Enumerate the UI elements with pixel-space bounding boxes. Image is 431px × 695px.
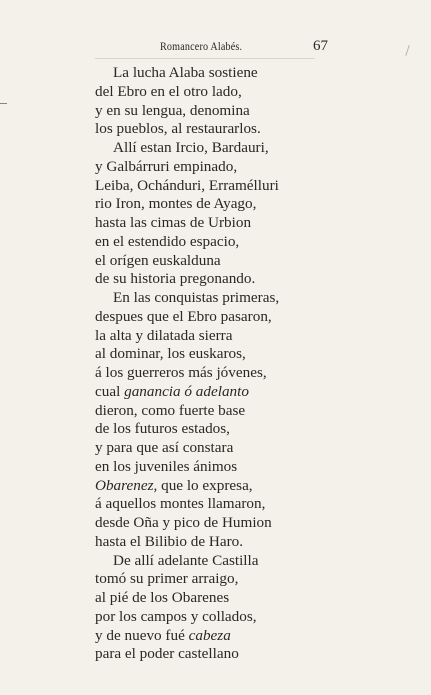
verse-line [95, 214, 279, 233]
verse-line [95, 177, 279, 196]
line-text: y para que así constara [95, 439, 234, 456]
line-text: á los guerreros más jóvenes, [95, 364, 267, 381]
line-text: hasta el Bilibio de Haro. [95, 532, 244, 550]
verse-line [95, 458, 279, 477]
header-rule [95, 58, 315, 59]
verse-line [95, 477, 279, 496]
verse-line [95, 252, 279, 271]
verse-line [95, 289, 279, 308]
running-title: Romancero Alabés. [160, 41, 243, 53]
italic-text: cabeza [188, 626, 231, 644]
verse-line [95, 270, 279, 289]
line-text: la alta y dilatada sierra [95, 326, 233, 344]
line-text: para el poder castellano [95, 645, 239, 663]
page-header [0, 38, 431, 58]
verse-line [95, 195, 279, 214]
verse-line [95, 64, 279, 83]
verse-line [95, 327, 279, 346]
verse-line [95, 645, 279, 664]
verse-line [95, 83, 279, 102]
verse-line [95, 439, 279, 458]
line-text: tomó su primer arraigo, [95, 570, 239, 588]
line-text: Leiba, Ochánduri, Erramélluri [95, 176, 279, 194]
line-text: despues que el Ebro pasaron, [95, 307, 272, 325]
line-text: el orígen euskalduna [95, 251, 221, 269]
line-text: y Galbárruri empinado, [95, 157, 238, 175]
verse-line [95, 158, 279, 177]
verse-line [95, 627, 279, 646]
line-text: al pié de los Obarenes [95, 589, 230, 606]
verse-line [95, 102, 279, 121]
verse-line [95, 383, 279, 402]
verse-line [95, 514, 279, 533]
line-text: desde Oña y pico de Humion [95, 514, 272, 531]
line-text: á aquellos montes llamaron, [95, 495, 266, 513]
line-text: en los juveniles ánimos [95, 457, 238, 475]
line-text: de los futuros estados, [95, 420, 230, 438]
line-text: del Ebro en el otro lado, [95, 82, 242, 100]
line-text: De allí adelante Castilla [113, 551, 259, 569]
line-text: en el estendido espacio, [95, 232, 240, 250]
italic-text: ganancia ó adelanto [124, 382, 249, 400]
line-text: y en su lengua, denomina [95, 101, 250, 119]
line-text: rio Iron, montes de Ayago, [95, 195, 257, 213]
page-number: 67 [313, 38, 328, 54]
verse-line [95, 552, 279, 571]
verse-line [95, 233, 279, 252]
line-text: hasta las cimas de Urbion [95, 214, 252, 231]
verse-line [95, 364, 279, 383]
verse-line [95, 495, 279, 514]
verse-line [95, 420, 279, 439]
line-text: los pueblos, al restaurarlos. [95, 120, 261, 138]
verse-line [95, 402, 279, 421]
verse-line [95, 345, 279, 364]
line-text: cual [95, 382, 125, 400]
verse-line [95, 308, 279, 327]
italic-text: Obarenez, [95, 476, 158, 494]
line-text: por los campos y collados, [95, 607, 257, 625]
line-text: que lo expresa, [157, 476, 253, 494]
line-text: La lucha Alaba sostiene [113, 64, 258, 81]
verse-line [95, 608, 279, 627]
verse-line [95, 570, 279, 589]
verse-line [95, 120, 279, 139]
verse-line [95, 533, 279, 552]
line-text: de su historia pregonando. [95, 270, 256, 288]
line-text: En las conquistas primeras, [113, 289, 280, 306]
verse-body [95, 64, 279, 664]
line-text: al dominar, los euskaros, [95, 345, 246, 363]
line-text: y de nuevo fué [95, 626, 189, 644]
margin-mark [0, 103, 7, 104]
line-text: Allí estan Ircio, Bardauri, [113, 139, 269, 156]
verse-line [95, 589, 279, 608]
line-text: dieron, como fuerte base [95, 401, 246, 419]
verse-line [95, 139, 279, 158]
